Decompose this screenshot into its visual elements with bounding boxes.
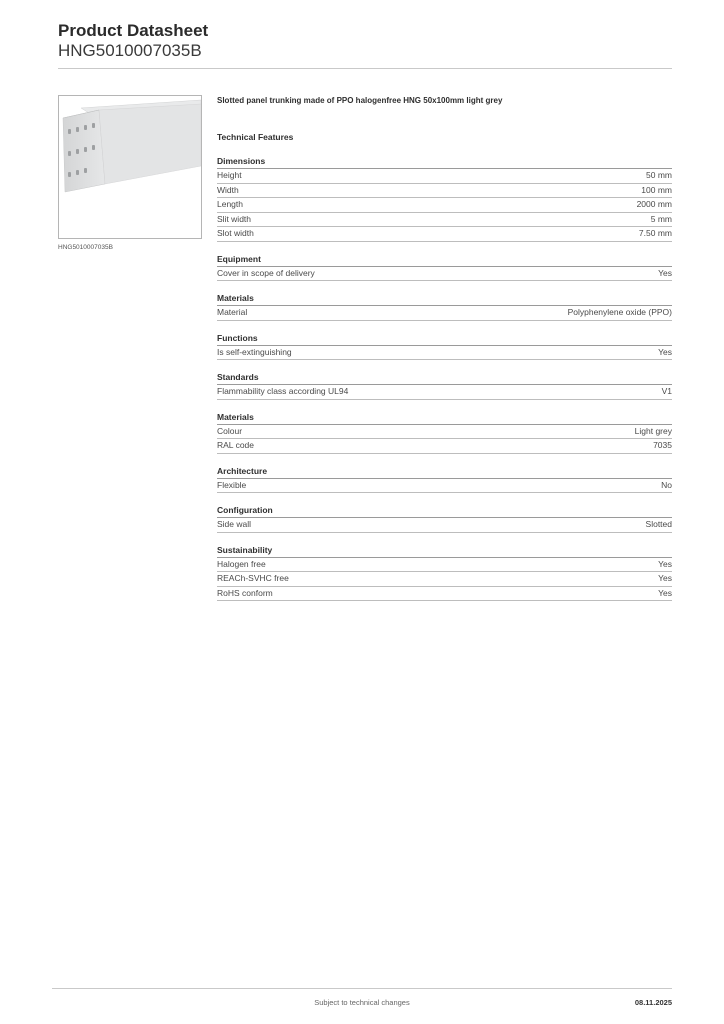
section-heading: Equipment [217, 253, 672, 267]
spec-label: Side wall [217, 519, 252, 529]
spec-row [217, 572, 672, 587]
section-sustainability [217, 544, 672, 602]
spec-value: Yes [658, 346, 672, 357]
spec-label: RoHS conform [217, 587, 273, 598]
image-caption: HNG5010007035B [58, 244, 113, 251]
spec-label: Material [217, 307, 248, 317]
spec-value: 2000 mm [636, 199, 672, 209]
spec-value: Yes [658, 587, 672, 598]
spec-value: V1 [661, 386, 672, 396]
spec-row [217, 558, 672, 573]
spec-value: Slotted [645, 519, 672, 529]
spec-row [217, 227, 672, 242]
header-divider [58, 68, 672, 69]
spec-row [217, 267, 672, 282]
section-heading: Materials [217, 292, 672, 306]
spec-label: Halogen free [217, 558, 266, 569]
spec-label: RAL code [217, 440, 255, 450]
section-heading: Dimensions [217, 155, 672, 169]
section-standards [217, 371, 672, 400]
spec-label: Cover in scope of delivery [217, 267, 315, 278]
spec-label: Colour [217, 425, 243, 436]
section-equipment [217, 253, 672, 282]
spec-row [217, 439, 672, 454]
footer-divider [52, 988, 672, 989]
spec-label: Slot width [217, 228, 254, 238]
section-heading: Architecture [217, 465, 672, 479]
section-heading: Materials [217, 411, 672, 425]
section-materials-colour [217, 411, 672, 454]
spec-value: Yes [658, 267, 672, 278]
section-architecture [217, 465, 672, 494]
spec-value: Light grey [634, 425, 672, 436]
spec-row [217, 169, 672, 184]
spec-label: REACh-SVHC free [217, 573, 289, 583]
spec-row [217, 346, 672, 361]
footer-date: 08.11.2025 [634, 998, 672, 1007]
section-heading: Configuration [217, 504, 672, 518]
spec-value: Yes [658, 558, 672, 569]
spec-label: Height [217, 170, 242, 180]
spec-row [217, 479, 672, 494]
product-code: HNG5010007035B [58, 41, 202, 60]
spec-row [217, 425, 672, 440]
spec-value: Polyphenylene oxide (PPO) [567, 307, 672, 317]
spec-value: 100 mm [641, 184, 672, 195]
spec-row [217, 198, 672, 213]
spec-label: Flexible [217, 479, 247, 490]
spec-row [217, 184, 672, 199]
spec-value: No [661, 479, 672, 490]
spec-value: Yes [658, 573, 672, 583]
spec-row [217, 385, 672, 400]
section-configuration [217, 504, 672, 533]
product-details [217, 94, 672, 601]
spec-label: Is self-extinguishing [217, 346, 292, 357]
spec-row [217, 518, 672, 533]
spec-label: Slit width [217, 213, 252, 224]
spec-label: Flammability class according UL94 [217, 386, 349, 396]
document-title: Product Datasheet [58, 21, 209, 40]
spec-row [217, 213, 672, 228]
section-heading: Standards [217, 371, 672, 385]
technical-features-heading: Technical Features [217, 132, 294, 142]
section-heading: Sustainability [217, 544, 672, 558]
product-description: Slotted panel trunking made of PPO halogenfree HNG 50x100mm light grey [217, 96, 503, 105]
spec-value: 7035 [653, 440, 672, 450]
document-header [58, 20, 208, 61]
spec-row [217, 587, 672, 602]
spec-row [217, 306, 672, 321]
spec-label: Width [217, 184, 239, 195]
section-heading: Functions [217, 332, 672, 346]
spec-value: 7.50 mm [638, 228, 672, 238]
section-functions [217, 332, 672, 361]
spec-value: 5 mm [650, 213, 672, 224]
section-dimensions [217, 155, 672, 242]
trunking-illustration [59, 96, 201, 238]
footer-note: Subject to technical changes [314, 998, 410, 1007]
section-materials [217, 292, 672, 321]
product-image [58, 95, 202, 239]
spec-label: Length [217, 199, 243, 209]
spec-value: 50 mm [646, 170, 672, 180]
